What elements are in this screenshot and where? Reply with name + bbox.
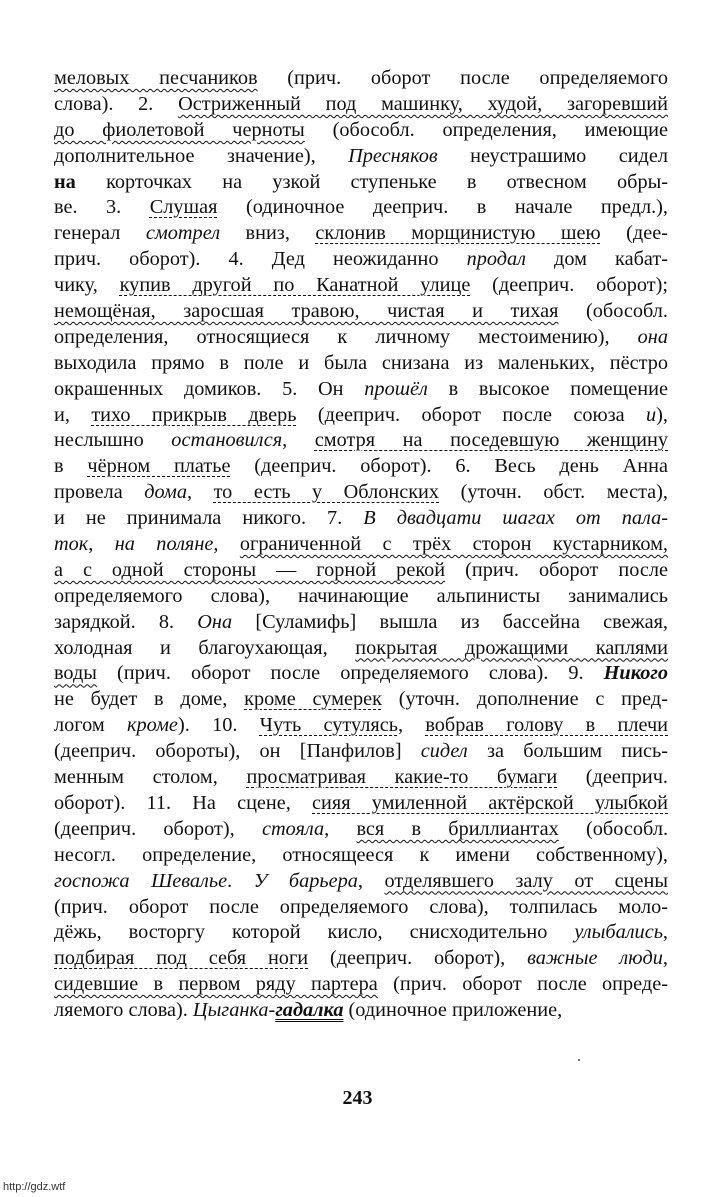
- text-fragment: (дееприч. оборот),: [54, 817, 262, 840]
- marked-fragment: важные люди: [527, 947, 663, 970]
- marked-fragment: Никого: [603, 662, 668, 685]
- text-line: [54, 946, 668, 972]
- text-fragment: в высокое помещение: [427, 377, 668, 400]
- text-line: [54, 584, 668, 610]
- text-fragment: (уточн. обст. места),: [439, 481, 669, 504]
- marked-fragment: смотрел: [145, 222, 221, 245]
- marked-fragment: стояла: [261, 817, 325, 840]
- text-line: [54, 195, 668, 221]
- text-fragment: (обособл. определения, имеющие: [304, 118, 668, 141]
- text-fragment: неслышно: [54, 429, 172, 452]
- text-fragment: (уточн. дополнение с пред-: [381, 688, 668, 711]
- text-line: [54, 351, 668, 377]
- marked-fragment: покрытая дрожащими каплями: [355, 636, 668, 659]
- text-fragment: ),: [656, 403, 668, 426]
- marked-fragment: сидел: [420, 740, 468, 763]
- marked-fragment: ток: [54, 533, 89, 556]
- text-line: [54, 765, 668, 791]
- marked-fragment: Чуть сутулясь: [259, 714, 398, 737]
- text-line: [54, 325, 668, 351]
- marked-fragment: отделявшего залу от сцены: [384, 869, 668, 892]
- text-line: [54, 428, 668, 454]
- marked-fragment: а с одной стороны — горной рекой: [54, 558, 446, 581]
- text-fragment: ,: [397, 714, 426, 737]
- text-line: [54, 480, 668, 506]
- marked-fragment: меловых песчаников: [54, 67, 258, 89]
- text-line: [54, 454, 668, 480]
- text-line: [54, 687, 668, 713]
- marked-fragment: склонив морщинистую шею: [315, 222, 601, 245]
- text-fragment: (прич. оборот после опреде-: [377, 973, 668, 996]
- marked-fragment: немощёная, заросшая травою, чистая и тихая: [54, 300, 559, 323]
- text-fragment: и не принимала никого. 7.: [54, 507, 364, 530]
- marked-fragment: на поляне: [114, 533, 214, 556]
- marked-fragment: чёрном платье: [87, 455, 231, 478]
- text-line: [54, 895, 668, 921]
- marked-fragment: У барьера: [253, 869, 358, 892]
- text-fragment: ). 10.: [177, 714, 260, 737]
- text-line: [54, 817, 668, 843]
- text-fragment: (прич. оборот после определяемого: [257, 67, 669, 89]
- marked-fragment: сидевшие в первом ряду партера: [54, 973, 378, 996]
- text-line: [54, 170, 668, 196]
- marked-fragment: Остриженный под машинку, худой, загоревший: [178, 92, 669, 115]
- marked-fragment: Цыганка: [192, 999, 269, 1022]
- marked-fragment: то есть у Облонских: [213, 481, 440, 504]
- text-fragment: (прич. оборот после: [445, 558, 668, 581]
- text-fragment: генерал: [54, 222, 146, 245]
- text-line: [54, 506, 668, 532]
- text-fragment: .: [227, 869, 254, 892]
- marked-fragment: кроме: [126, 714, 178, 737]
- text-fragment: неустрашимо сидел: [437, 144, 668, 167]
- marked-fragment: дома: [144, 481, 187, 504]
- text-line: [54, 403, 668, 429]
- text-fragment: и,: [54, 403, 92, 426]
- text-line: [54, 713, 668, 739]
- text-line: [54, 532, 668, 558]
- text-fragment: ,: [186, 481, 214, 504]
- marked-fragment: вобрав голову в плечи: [425, 714, 668, 737]
- marked-fragment: на: [54, 170, 76, 193]
- text-fragment: дёжь, восторгу которой кисло, снисходительно: [54, 921, 575, 944]
- marked-fragment: вся в бриллиантах: [356, 817, 559, 840]
- marked-fragment: Слушая: [149, 196, 218, 219]
- text-line: [54, 558, 668, 584]
- text-fragment: выходила прямо в поле и была снизана из маленьких, пёстро: [54, 351, 668, 374]
- marked-fragment: В двадцати шагах от пала-: [363, 507, 668, 530]
- marked-fragment: кроме сумерек: [244, 688, 382, 711]
- text-line: [54, 739, 668, 765]
- marked-fragment: тихо прикрыв дверь: [91, 403, 297, 426]
- text-fragment: зарядкой. 8.: [54, 610, 198, 633]
- text-line: [54, 273, 668, 299]
- text-fragment: ,: [88, 533, 115, 556]
- marked-fragment: и: [646, 403, 657, 426]
- text-fragment: несогл. определение, относящееся к имени собственному),: [54, 843, 668, 866]
- text-fragment: дом кабат-: [526, 248, 668, 271]
- text-fragment: оборот). 11. На сцене,: [54, 791, 313, 814]
- text-fragment: (дееприч. обороты), он [Панфилов]: [54, 740, 421, 763]
- text-fragment: ,: [213, 533, 240, 556]
- text-fragment: ,: [324, 817, 357, 840]
- marked-fragment: до фиолетовой черноты: [54, 118, 305, 141]
- marked-fragment: подбирая под себя ноги: [54, 947, 309, 970]
- text-line: [54, 299, 668, 325]
- text-fragment: корточках на узкой ступеньке в отвесном обры-: [75, 170, 668, 193]
- text-line: [54, 791, 668, 817]
- text-fragment: прич. оборот). 4. Дед неожиданно: [54, 248, 467, 271]
- marked-fragment: улыбались: [574, 921, 663, 944]
- text-line: [54, 66, 668, 92]
- text-fragment: слова). 2.: [54, 92, 179, 115]
- text-line: [54, 661, 668, 687]
- text-line: [54, 869, 668, 895]
- page-text: [54, 66, 668, 1024]
- marked-fragment: просматривая какие-то бумаги: [246, 766, 558, 789]
- marked-fragment: сияя умиленной актёрской улыбкой: [312, 791, 668, 814]
- marked-fragment: продал: [466, 248, 526, 271]
- text-fragment: (одиночное приложение,: [343, 999, 563, 1022]
- text-fragment: (прич. оборот после определяемого слова). 9.: [96, 662, 604, 685]
- text-fragment: логом: [54, 714, 127, 737]
- text-line: [54, 221, 668, 247]
- text-fragment: (дее-: [600, 222, 668, 245]
- text-fragment: ,: [662, 947, 668, 970]
- footer-link[interactable]: http://gdz.wtf: [3, 1181, 66, 1193]
- marked-fragment: Она: [197, 610, 233, 633]
- text-fragment: ,: [282, 429, 315, 452]
- scan-speck: [578, 1059, 580, 1061]
- text-fragment: ,: [357, 869, 385, 892]
- text-fragment: (одиночное дееприч. в начале предл.),: [217, 196, 668, 219]
- text-fragment: [Суламифь] вышла из бассейна свежая,: [232, 610, 669, 633]
- marked-fragment: смотря на поседевшую женщину: [314, 429, 668, 452]
- text-fragment: не будет в доме,: [54, 688, 245, 711]
- text-line: [54, 377, 668, 403]
- marked-fragment: воды: [54, 662, 97, 685]
- marked-fragment: купив другой по Канатной улице: [119, 274, 471, 297]
- text-line: [54, 92, 668, 118]
- text-fragment: окрашенных домиков. 5. Он: [54, 377, 365, 400]
- text-fragment: (дееприч. оборот),: [308, 947, 528, 970]
- text-fragment: провела: [54, 481, 145, 504]
- text-line: [54, 610, 668, 636]
- text-fragment: дополнительное значение),: [54, 144, 349, 167]
- text-fragment: ,: [662, 921, 668, 944]
- text-line: [54, 972, 668, 998]
- footer-bar: [0, 1178, 715, 1197]
- text-line: [54, 843, 668, 869]
- marked-fragment: прошёл: [364, 377, 428, 400]
- text-line: [54, 247, 668, 273]
- text-fragment: чику,: [54, 274, 120, 297]
- text-fragment: менным столом,: [54, 766, 247, 789]
- text-fragment: (обособл.: [558, 300, 668, 323]
- marked-fragment: ограниченной с трёх сторон кустарником,: [239, 533, 669, 556]
- marked-fragment: она: [637, 325, 668, 348]
- marked-fragment: гадалка: [275, 999, 344, 1022]
- marked-fragment: остановился: [171, 429, 283, 452]
- text-line: [54, 998, 668, 1024]
- text-fragment: -: [268, 999, 276, 1022]
- text-line: [54, 920, 668, 946]
- text-fragment: (дееприч.: [557, 766, 668, 789]
- text-fragment: определения, относящиеся к личному местоимению),: [54, 325, 638, 348]
- text-fragment: (дееприч. оборот после союза: [296, 403, 647, 426]
- text-fragment: (дееприч. оборот);: [470, 274, 668, 297]
- text-fragment: (прич. оборот после определяемого слова), толпилась моло-: [54, 895, 668, 918]
- page-number: 243: [342, 1087, 373, 1109]
- text-fragment: (дееприч. оборот). 6. Весь день Анна: [230, 455, 668, 478]
- text-fragment: в: [54, 455, 88, 478]
- marked-fragment: госпожа Шевалье: [54, 869, 228, 892]
- text-fragment: за большим пись-: [467, 740, 668, 763]
- text-fragment: (обособл.: [558, 817, 669, 840]
- text-fragment: ве. 3.: [54, 196, 150, 219]
- text-line: [54, 636, 668, 662]
- text-fragment: вниз,: [220, 222, 316, 245]
- text-fragment: холодная и благоухающая,: [54, 636, 356, 659]
- marked-fragment: Пресняков: [348, 144, 438, 167]
- text-fragment: определяемого слова), начинающие альпинисты занимались: [54, 584, 668, 607]
- text-fragment: ляемого слова).: [54, 999, 193, 1022]
- text-line: [54, 144, 668, 170]
- text-line: [54, 118, 668, 144]
